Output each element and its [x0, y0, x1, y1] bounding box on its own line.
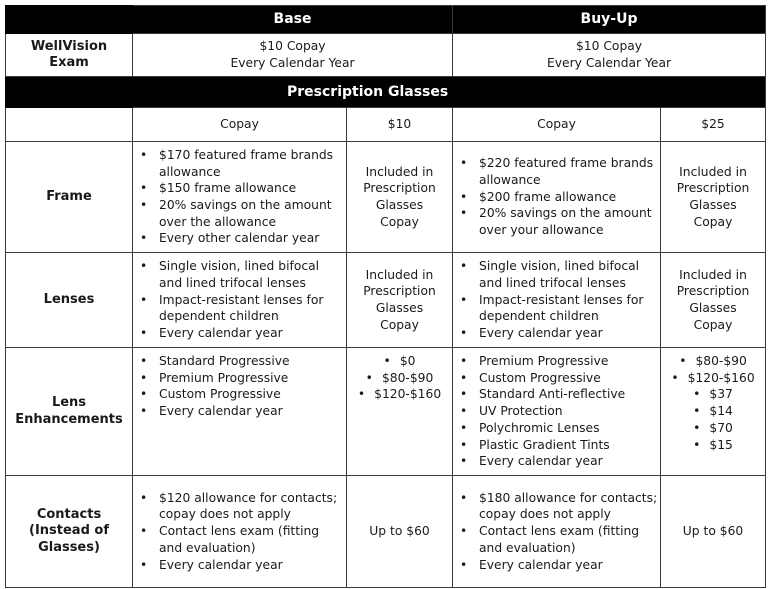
list-item: • Standard Progressive [159, 353, 346, 370]
list-item: • Premium Progressive [479, 353, 660, 370]
list-item: • Single vision, lined bifocal and lined trifocal lenses [479, 258, 660, 291]
contacts-buyup-list [453, 490, 660, 574]
contacts-row [6, 476, 766, 588]
cost-item [661, 353, 765, 370]
base-header: Base [133, 6, 453, 34]
list-item: • $220 featured frame brands allowance [479, 155, 660, 188]
cost-item [661, 386, 765, 403]
buyup-copay-label: Copay [453, 108, 661, 142]
list-item: • Single vision, lined bifocal and lined trifocal lenses [159, 258, 346, 291]
bullet-icon: • [693, 387, 701, 402]
copay-row [6, 108, 766, 142]
contacts-buyup-details [453, 476, 661, 588]
exam-label [6, 34, 133, 77]
lenses-buyup-cost [661, 253, 766, 348]
cost-line: Glasses [375, 301, 424, 315]
list-item: • Standard Anti-reflective [479, 386, 660, 403]
contacts-base-details [133, 476, 347, 588]
list-item: • Every calendar year [479, 453, 660, 470]
bullet-icon: • [357, 387, 366, 402]
frame-base-list [133, 147, 346, 247]
cost-line: Included in [679, 164, 747, 179]
list-item: • Every calendar year [159, 403, 346, 420]
cost-value: $15 [709, 437, 733, 452]
lenses-base-list [133, 258, 346, 342]
exam-label-line: WellVision [30, 38, 108, 54]
lenses-label: Lenses [6, 253, 133, 348]
enhancements-buyup-cost-list [661, 353, 765, 453]
lenses-buyup-details [453, 253, 661, 348]
contacts-label-line: Contacts [36, 506, 102, 522]
cost-value: $120-$160 [374, 387, 442, 402]
list-item: • Every calendar year [159, 557, 346, 574]
header-corner [6, 6, 133, 34]
lenses-row [6, 253, 766, 348]
cost-line: Included in [679, 267, 747, 282]
cost-item [661, 403, 765, 420]
list-item: • Every calendar year [479, 325, 660, 342]
list-item: • Impact-resistant lenses for dependent children [479, 292, 660, 325]
buyup-copay-value: $25 [661, 108, 766, 142]
contacts-base-cost: Up to $60 [347, 476, 453, 588]
cost-item [661, 420, 765, 437]
exam-base-copay: $10 Copay [259, 39, 326, 54]
base-copay-value: $10 [347, 108, 453, 142]
cost-item [661, 437, 765, 454]
contacts-label [6, 476, 133, 588]
enhancements-label-line: Lens [51, 395, 87, 410]
enhancements-base-cost-list [347, 353, 452, 403]
frame-base-cost-text [347, 164, 452, 231]
exam-label-line: Exam [49, 55, 89, 70]
cost-item [347, 353, 452, 370]
cost-line: Prescription [676, 181, 750, 196]
list-item: • UV Protection [479, 403, 660, 420]
cost-value: $0 [399, 354, 416, 368]
cost-value: $120-$160 [687, 370, 755, 385]
lenses-base-cost-text [347, 267, 452, 334]
cost-value: $37 [709, 387, 733, 402]
exam-base-frequency: Every Calendar Year [230, 56, 355, 70]
enhancements-label-line: Enhancements [15, 411, 123, 427]
vision-benefits-table [5, 5, 766, 588]
lenses-base-details [133, 253, 347, 348]
cost-value: $14 [709, 404, 733, 419]
cost-line: Copay [380, 214, 419, 229]
list-item: • $120 allowance for contacts; copay does not apply [159, 490, 346, 523]
exam-buyup-frequency: Every Calendar Year [546, 56, 672, 70]
frame-buyup-cost-text [661, 164, 765, 231]
section-corner [6, 77, 133, 108]
enhancements-label [6, 348, 133, 476]
cost-line: Glasses [689, 301, 737, 315]
list-item: • $170 featured frame brands allowance [159, 147, 346, 180]
frame-base-details [133, 142, 347, 253]
list-item: • Every calendar year [159, 325, 346, 342]
section-title: Prescription Glasses [133, 77, 766, 108]
frame-base-cost [347, 142, 453, 253]
enhancements-buyup-list [453, 353, 660, 470]
cost-line: Glasses [689, 198, 737, 212]
cost-line: Prescription [363, 284, 436, 299]
frame-buyup-details [453, 142, 661, 253]
enhancements-base-details [133, 348, 347, 476]
frame-label: Frame [6, 142, 133, 253]
list-item: • Every calendar year [479, 557, 660, 574]
list-item: • Every other calendar year [159, 230, 346, 247]
cost-value: $70 [709, 420, 733, 435]
cost-line: Included in [365, 267, 434, 282]
frame-buyup-cost [661, 142, 766, 253]
exam-buyup [453, 34, 766, 77]
lenses-buyup-list [453, 258, 660, 342]
lenses-base-cost [347, 253, 453, 348]
cost-item [347, 370, 452, 387]
frame-row [6, 142, 766, 253]
list-item: • $150 frame allowance [159, 180, 346, 197]
exam-row [6, 34, 766, 77]
cost-item [661, 370, 765, 387]
list-item: • $180 allowance for contacts; copay does not apply [479, 490, 660, 523]
contacts-label-line: (Instead of [29, 523, 109, 539]
exam-base [133, 34, 453, 77]
cost-line: Prescription [676, 284, 750, 299]
bullet-icon: • [693, 420, 701, 435]
bullet-icon: • [693, 404, 701, 419]
cost-value: $80-$90 [381, 370, 434, 385]
cost-line: Included in [365, 164, 434, 179]
base-copay-label: Copay [133, 108, 347, 142]
enhancements-buyup-details [453, 348, 661, 476]
buyup-header: Buy-Up [453, 6, 766, 34]
enhancements-buyup-cost [661, 348, 766, 476]
list-item: • 20% savings on the amount over your allowance [479, 205, 660, 238]
enhancements-base-cost [347, 348, 453, 476]
cost-value: $80-$90 [695, 354, 747, 368]
copay-row-blank [6, 108, 133, 142]
cost-line: Copay [693, 317, 733, 332]
list-item: • Plastic Gradient Tints [479, 437, 660, 454]
bullet-icon: • [383, 354, 391, 368]
bullet-icon: • [365, 370, 373, 385]
cost-line: Copay [380, 317, 419, 332]
lenses-buyup-cost-text [661, 267, 765, 334]
list-item: • $200 frame allowance [479, 189, 660, 206]
enhancements-row [6, 348, 766, 476]
exam-buyup-copay: $10 Copay [575, 39, 643, 54]
list-item: • Premium Progressive [159, 370, 346, 387]
list-item: • 20% savings on the amount over the allowance [159, 197, 346, 230]
bullet-icon: • [693, 437, 701, 452]
bullet-icon: • [671, 370, 679, 385]
cost-line: Prescription [363, 181, 436, 196]
list-item: • Contact lens exam (fitting and evaluation) [159, 523, 346, 556]
contacts-base-list [133, 490, 346, 574]
frame-buyup-list [453, 155, 660, 239]
list-item: • Impact-resistant lenses for dependent children [159, 292, 346, 325]
list-item: • Custom Progressive [159, 386, 346, 403]
list-item: • Contact lens exam (fitting and evaluation) [479, 523, 660, 556]
contacts-buyup-cost: Up to $60 [661, 476, 766, 588]
list-item: • Custom Progressive [479, 370, 660, 387]
list-item: • Polychromic Lenses [479, 420, 660, 437]
enhancements-base-list [133, 353, 346, 420]
contacts-label-line: Glasses) [38, 539, 100, 555]
cost-line: Copay [693, 214, 733, 229]
cost-item [347, 386, 452, 403]
bullet-icon: • [679, 354, 687, 368]
cost-line: Glasses [375, 198, 424, 212]
